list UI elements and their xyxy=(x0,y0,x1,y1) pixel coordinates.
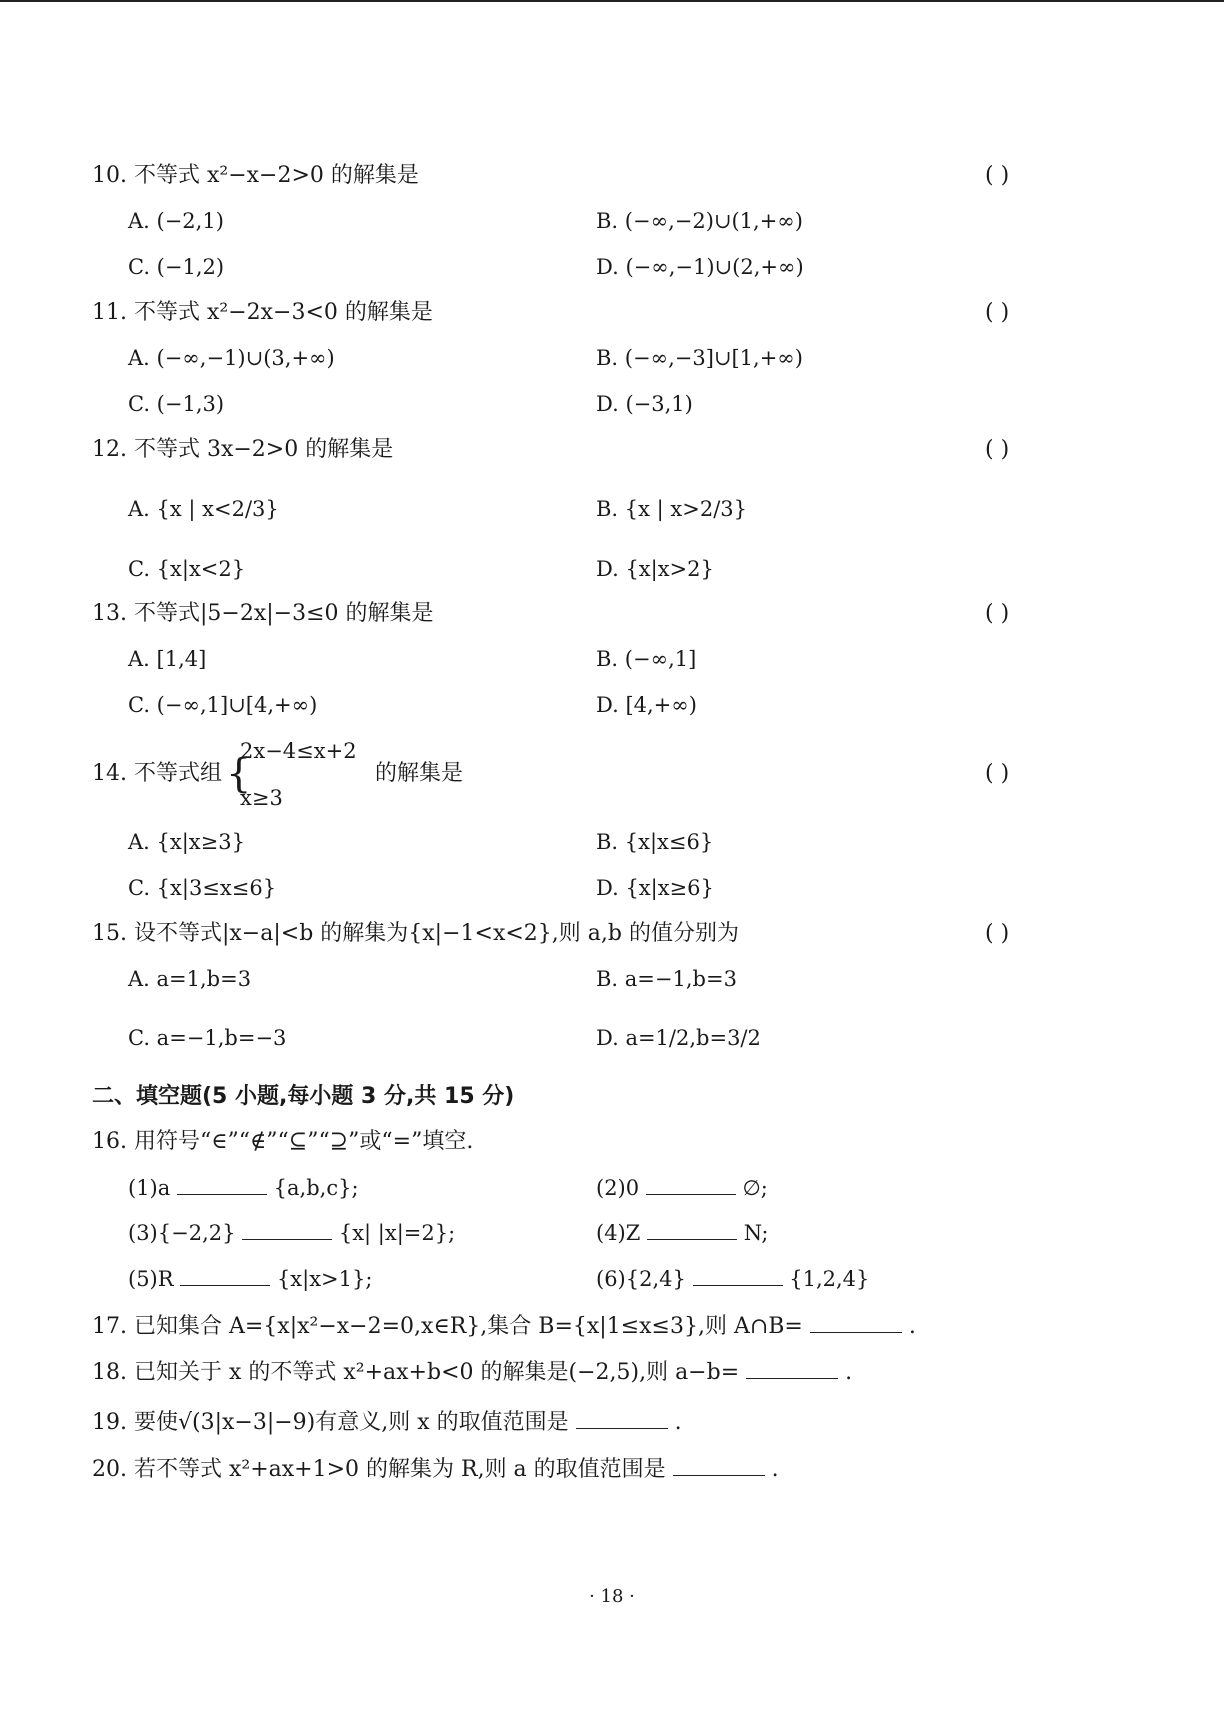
item-1-blank[interactable] xyxy=(177,1174,267,1195)
question-17-blank[interactable] xyxy=(810,1312,902,1333)
item-1-prefix: (1)a xyxy=(128,1176,171,1200)
question-11-option-c: C. (−1,3) xyxy=(128,392,225,416)
question-16-stem: 16. 用符号“∈”“∉”“⊆”“⊇”或“=”填空. xyxy=(92,1129,474,1154)
question-15-option-c: C. a=−1,b=−3 xyxy=(128,1026,287,1050)
item-1-suffix: {a,b,c}; xyxy=(273,1176,359,1200)
question-14-option-b: B. {x|x≤6} xyxy=(596,830,714,854)
question-15-stem: 15. 设不等式|x−a|<b 的解集为{x|−1<x<2},则 a,b 的值分别为 xyxy=(92,921,739,946)
question-16-item-2 xyxy=(596,1174,768,1202)
question-15-answer-paren: ( ) xyxy=(985,921,1010,946)
question-13-option-a: A. [1,4] xyxy=(128,647,207,671)
question-14-answer-paren: ( ) xyxy=(985,761,1010,786)
question-15-option-a: A. a=1,b=3 xyxy=(128,967,252,991)
question-12-stem: 12. 不等式 3x−2>0 的解集是 xyxy=(92,437,394,462)
question-12-option-a: A. {x | x<2/3} xyxy=(128,497,279,521)
question-10-option-b: B. (−∞,−2)∪(1,+∞) xyxy=(596,209,803,233)
question-17 xyxy=(92,1312,916,1341)
question-18-period: . xyxy=(845,1360,853,1385)
item-2-blank[interactable] xyxy=(646,1174,736,1195)
question-20-text: 20. 若不等式 x²+ax+1>0 的解集为 R,则 a 的取值范围是 xyxy=(92,1457,666,1482)
question-14-stem-prefix: 14. 不等式组 xyxy=(92,761,222,786)
question-15-option-b: B. a=−1,b=3 xyxy=(596,967,737,991)
top-rule xyxy=(0,0,1224,2)
item-3-suffix: {x| |x|=2}; xyxy=(338,1221,456,1245)
item-5-suffix: {x|x>1}; xyxy=(276,1267,373,1291)
section-2-heading: 二、填空题(5 小题,每小题 3 分,共 15 分) xyxy=(92,1084,515,1109)
question-14-option-a: A. {x|x≥3} xyxy=(128,830,245,854)
item-6-prefix: (6){2,4} xyxy=(596,1267,686,1291)
question-20 xyxy=(92,1455,779,1484)
item-5-blank[interactable] xyxy=(180,1265,270,1286)
question-13-option-d: D. [4,+∞) xyxy=(596,693,697,717)
item-4-suffix: N; xyxy=(743,1221,769,1245)
question-16-item-3 xyxy=(128,1219,455,1247)
question-17-period: . xyxy=(908,1314,916,1339)
item-3-prefix: (3){−2,2} xyxy=(128,1221,236,1245)
question-13-answer-paren: ( ) xyxy=(985,601,1010,626)
question-17-text: 17. 已知集合 A={x|x²−x−2=0,x∈R},集合 B={x|1≤x≤3},则 A∩B= xyxy=(92,1314,803,1339)
question-19-period: . xyxy=(674,1410,682,1435)
question-16-item-6 xyxy=(596,1265,869,1293)
question-12-option-c: C. {x|x<2} xyxy=(128,557,246,581)
question-14-option-d: D. {x|x≥6} xyxy=(596,876,714,900)
question-12-option-b: B. {x | x>2/3} xyxy=(596,497,748,521)
question-10-answer-paren: ( ) xyxy=(985,163,1010,188)
question-16-item-5 xyxy=(128,1265,372,1293)
item-6-suffix: {1,2,4} xyxy=(789,1267,870,1291)
item-2-suffix: ∅; xyxy=(742,1176,768,1200)
question-14-system-line-2: x≥3 xyxy=(240,786,283,810)
question-20-blank[interactable] xyxy=(673,1455,765,1476)
question-16-item-1 xyxy=(128,1174,359,1202)
question-10-option-c: C. (−1,2) xyxy=(128,255,225,279)
question-18-blank[interactable] xyxy=(746,1358,838,1379)
question-11-answer-paren: ( ) xyxy=(985,300,1010,325)
question-19 xyxy=(92,1408,682,1437)
question-19-text: 19. 要使√(3|x−3|−9)有意义,则 x 的取值范围是 xyxy=(92,1410,569,1435)
item-5-prefix: (5)R xyxy=(128,1267,174,1291)
question-11-option-b: B. (−∞,−3]∪[1,+∞) xyxy=(596,346,803,370)
question-18 xyxy=(92,1358,852,1387)
question-11-option-a: A. (−∞,−1)∪(3,+∞) xyxy=(128,346,335,370)
question-11-stem: 11. 不等式 x²−2x−3<0 的解集是 xyxy=(92,300,433,325)
question-10-option-d: D. (−∞,−1)∪(2,+∞) xyxy=(596,255,804,279)
question-10-stem: 10. 不等式 x²−x−2>0 的解集是 xyxy=(92,163,419,188)
question-20-period: . xyxy=(771,1457,779,1482)
item-4-prefix: (4)Z xyxy=(596,1221,641,1245)
question-19-blank[interactable] xyxy=(576,1408,668,1429)
question-14-stem-suffix: 的解集是 xyxy=(375,761,464,786)
question-11-option-d: D. (−3,1) xyxy=(596,392,693,416)
question-10-option-a: A. (−2,1) xyxy=(128,209,224,233)
system-brace: { xyxy=(226,751,252,797)
question-13-option-c: C. (−∞,1]∪[4,+∞) xyxy=(128,693,318,717)
page-number: · 18 · xyxy=(589,1586,635,1607)
item-2-prefix: (2)0 xyxy=(596,1176,640,1200)
question-14-option-c: C. {x|3≤x≤6} xyxy=(128,876,277,900)
question-12-option-d: D. {x|x>2} xyxy=(596,557,714,581)
item-6-blank[interactable] xyxy=(693,1265,783,1286)
question-12-answer-paren: ( ) xyxy=(985,437,1010,462)
item-4-blank[interactable] xyxy=(647,1219,737,1240)
question-13-option-b: B. (−∞,1] xyxy=(596,647,697,671)
question-14-system-line-1: 2x−4≤x+2 xyxy=(240,739,357,763)
question-18-text: 18. 已知关于 x 的不等式 x²+ax+b<0 的解集是(−2,5),则 a−b= xyxy=(92,1360,740,1385)
question-13-stem: 13. 不等式|5−2x|−3≤0 的解集是 xyxy=(92,601,434,626)
question-16-item-4 xyxy=(596,1219,768,1247)
question-15-option-d: D. a=1/2,b=3/2 xyxy=(596,1026,761,1050)
item-3-blank[interactable] xyxy=(242,1219,332,1240)
